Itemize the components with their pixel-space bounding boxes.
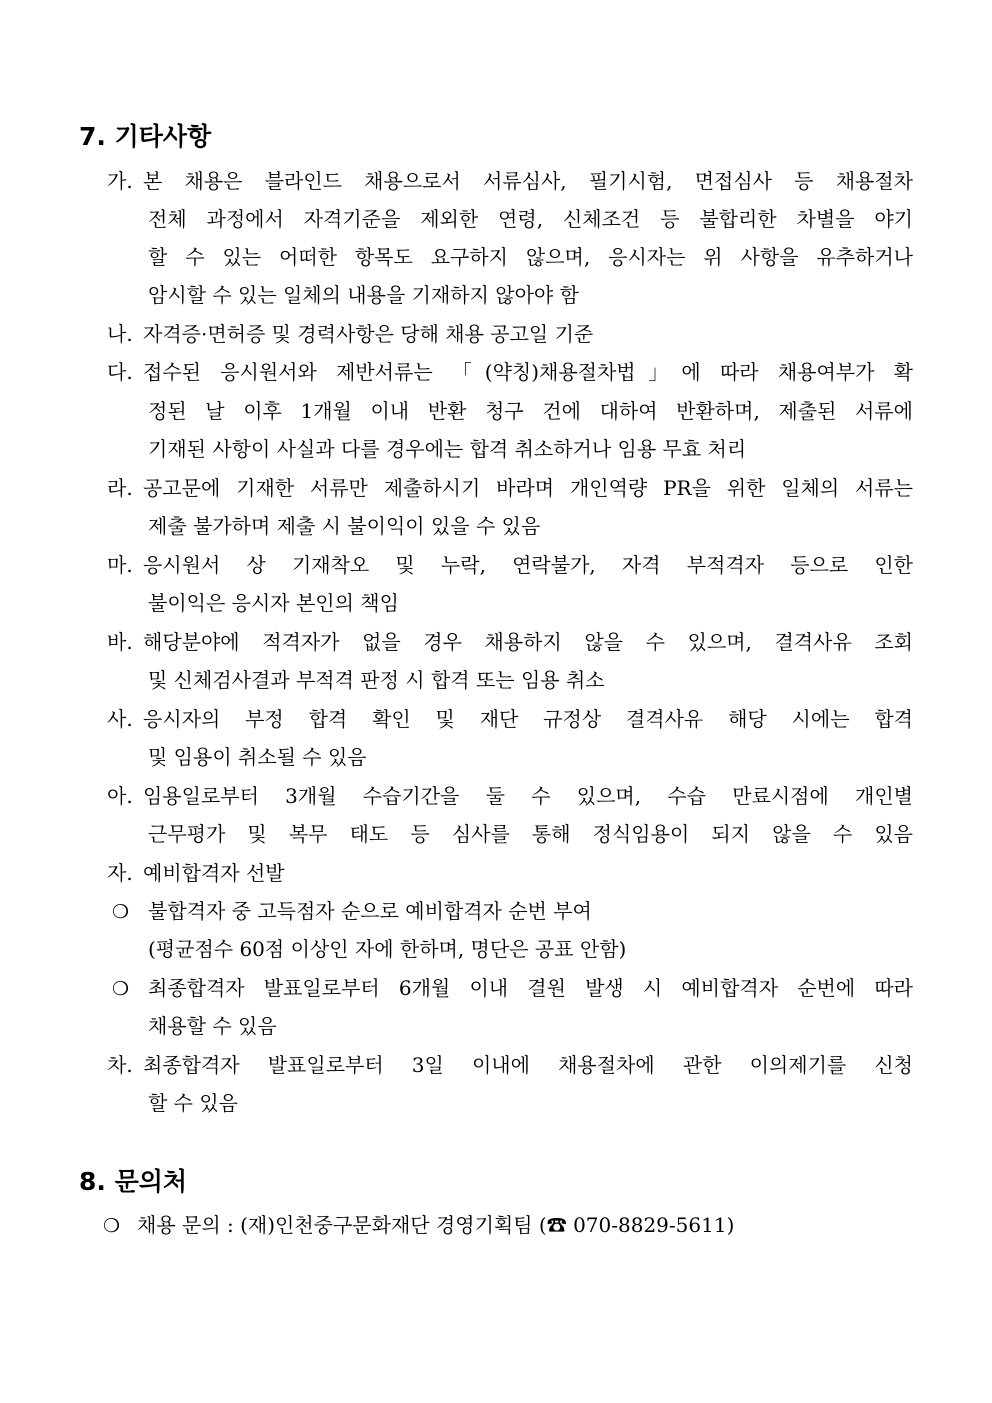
item-marker: 마. bbox=[107, 553, 133, 577]
item-marker: 다. bbox=[107, 360, 133, 384]
item-ba-line-1: 바. 해당분야에 적격자가 없을 경우 채용하지 않을 수 있으며, 결격사유 조회 bbox=[107, 623, 913, 662]
ja-bullet-2-line-2: 채용할 수 있음 bbox=[148, 1014, 277, 1038]
contact-org: (재)인천중구문화재단 경영기획팀 bbox=[240, 1213, 533, 1237]
item-a-line-2: 근무평가 및 복무 태도 등 심사를 통해 정식임용이 되지 않을 수 있음 bbox=[148, 822, 913, 846]
contact-label: 채용 문의 : bbox=[137, 1213, 234, 1237]
item-marker: 바. bbox=[107, 630, 133, 654]
item-ma-line-1: 마. 응시원서 상 기재착오 및 누락, 연락불가, 자격 부적격자 등으로 인한 bbox=[107, 546, 913, 585]
item-ra-line-2: 제출 불가하며 제출 시 불이익이 있을 수 있음 bbox=[148, 514, 541, 538]
ja-bullet-1-line-2: (평균점수 60점 이상인 자에 한하며, 명단은 공표 안함) bbox=[148, 937, 627, 961]
item-ga-line-4: 암시할 수 있는 일체의 내용을 기재하지 않아야 함 bbox=[148, 283, 579, 307]
item-marker: 가. bbox=[107, 169, 133, 193]
item-marker: 나. bbox=[107, 322, 133, 346]
section-8-title: 8. 문의처 bbox=[79, 1167, 188, 1196]
item-ga-line-3: 할 수 있는 어떠한 항목도 요구하지 않으며, 응시자는 위 사항을 유추하거나 bbox=[148, 245, 913, 269]
item-ga-line-2: 전체 과정에서 자격기준을 제외한 연령, 신체조건 등 불합리한 차별을 야기 bbox=[148, 207, 913, 231]
item-ba-line-2: 및 신체검사결과 부적격 판정 시 합격 또는 임용 취소 bbox=[148, 668, 605, 692]
item-da-line-2: 정된 날 이후 1개월 이내 반환 청구 건에 대하여 반환하며, 제출된 서류에 bbox=[148, 399, 913, 423]
item-na-line-1: 나. 자격증·면허증 및 경력사항은 당해 채용 공고일 기준 bbox=[107, 315, 913, 354]
section-7-title: 7. 기타사항 bbox=[79, 122, 212, 151]
ja-bullet-1-line-1: ❍ 불합격자 중 고득점자 순으로 예비합격자 순번 부여 bbox=[112, 892, 913, 931]
item-ra-line-1: 라. 공고문에 기재한 서류만 제출하시기 바라며 개인역량 PR을 위한 일체의 서류는 bbox=[107, 469, 913, 508]
circle-bullet-icon: ❍ bbox=[103, 1215, 121, 1237]
contact-line: ❍ 채용 문의 : (재)인천중구문화재단 경영기획팀 (☎ 070-8829-5611) bbox=[103, 1206, 734, 1245]
item-sa-line-1: 사. 응시자의 부정 합격 확인 및 재단 규정상 결격사유 해당 시에는 합격 bbox=[107, 700, 913, 739]
phone-icon: ☎ bbox=[546, 1213, 567, 1237]
item-marker: 라. bbox=[107, 476, 133, 500]
circle-bullet-icon: ❍ bbox=[112, 901, 130, 923]
item-ma-line-2: 불이익은 응시자 본인의 책임 bbox=[148, 591, 399, 615]
item-sa-line-2: 및 임용이 취소될 수 있음 bbox=[148, 745, 367, 769]
item-cha-line-1: 차. 최종합격자 발표일로부터 3일 이내에 채용절차에 관한 이의제기를 신청 bbox=[107, 1046, 913, 1085]
item-da-line-3: 기재된 사항이 사실과 다를 경우에는 합격 취소하거나 임용 무효 처리 bbox=[148, 437, 747, 461]
contact-phone: 070-8829-5611 bbox=[573, 1213, 727, 1237]
circle-bullet-icon: ❍ bbox=[112, 978, 130, 1000]
item-marker: 자. bbox=[107, 861, 133, 885]
item-cha-line-2: 할 수 있음 bbox=[148, 1091, 238, 1115]
item-marker: 차. bbox=[107, 1053, 133, 1077]
item-a-line-1: 아. 임용일로부터 3개월 수습기간을 둘 수 있으며, 수습 만료시점에 개인별 bbox=[107, 777, 913, 816]
item-ga-line-1: 가. 본 채용은 블라인드 채용으로서 서류심사, 필기시험, 면접심사 등 채용절차 bbox=[107, 162, 913, 201]
ja-bullet-2-line-1: ❍ 최종합격자 발표일로부터 6개월 이내 결원 발생 시 예비합격자 순번에 따라 bbox=[112, 969, 913, 1008]
item-ja-line-1: 자. 예비합격자 선발 bbox=[107, 854, 913, 893]
item-da-line-1: 다. 접수된 응시원서와 제반서류는 「(약칭)채용절차법」에 따라 채용여부가 확 bbox=[107, 353, 913, 392]
item-marker: 사. bbox=[107, 707, 133, 731]
item-marker: 아. bbox=[107, 784, 133, 808]
